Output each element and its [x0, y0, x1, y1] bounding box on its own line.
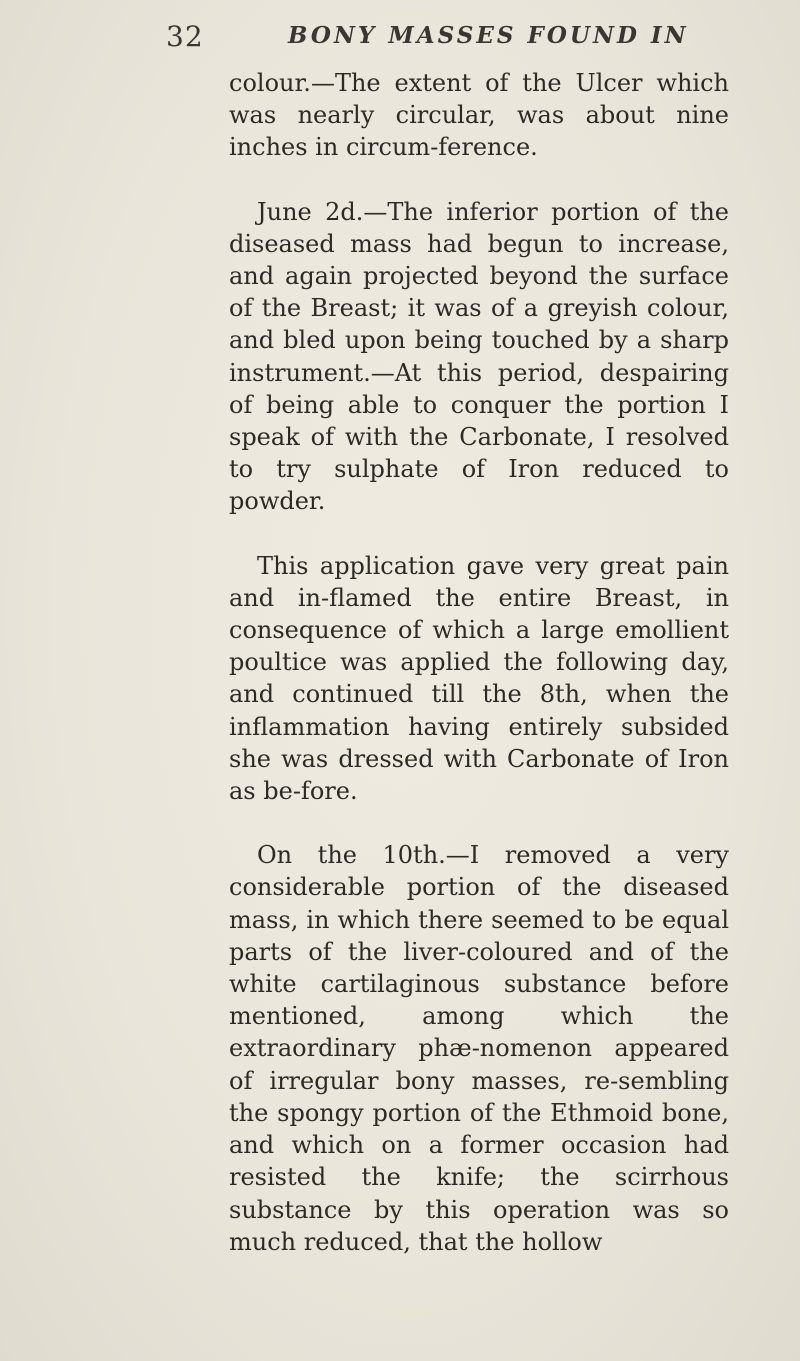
page-header — [166, 20, 726, 60]
paragraph-june-2d: June 2d.—The inferior portion of the diseased mass had begun to increase, and again projected beyond the surface of the Breast; it was of a greyish colour, and bled upon being touched by a sharp instrument.—At this period, despairing of being able to conquer the portion I speak of with the Carbonate, I resolved to try sulphate of Iron reduced to powder. — [229, 197, 729, 516]
paragraph-continuation: colour.—The extent of the Ulcer which was nearly circular, was about nine inches in circum-ference. — [229, 69, 729, 162]
paragraph-application: This application gave very great pain and in-flamed the entire Breast, in consequence of which a large emollient poultice was applied the following day, and continued till the 8th, when the inflammation having entirely subsided she was dressed with Carbonate of Iron as be-fore. — [229, 551, 729, 806]
paragraph-10th: On the 10th.—I removed a very considerable portion of the diseased mass, in which there seemed to be equal parts of the liver-coloured and of the white cartilaginous substance before mentioned, among which the extraordinary phæ-nomenon appeared of irregular bony masses, re-sembling the spongy portion of the Ethmoid bone, and which on a former occasion had resisted the knife; the scirrhous substance by this operation was so much reduced, that the hollow — [229, 841, 729, 1256]
running-head: BONY MASSES FOUND IN — [288, 22, 689, 49]
page-number: 32 — [166, 20, 204, 53]
body-text — [229, 67, 729, 1258]
